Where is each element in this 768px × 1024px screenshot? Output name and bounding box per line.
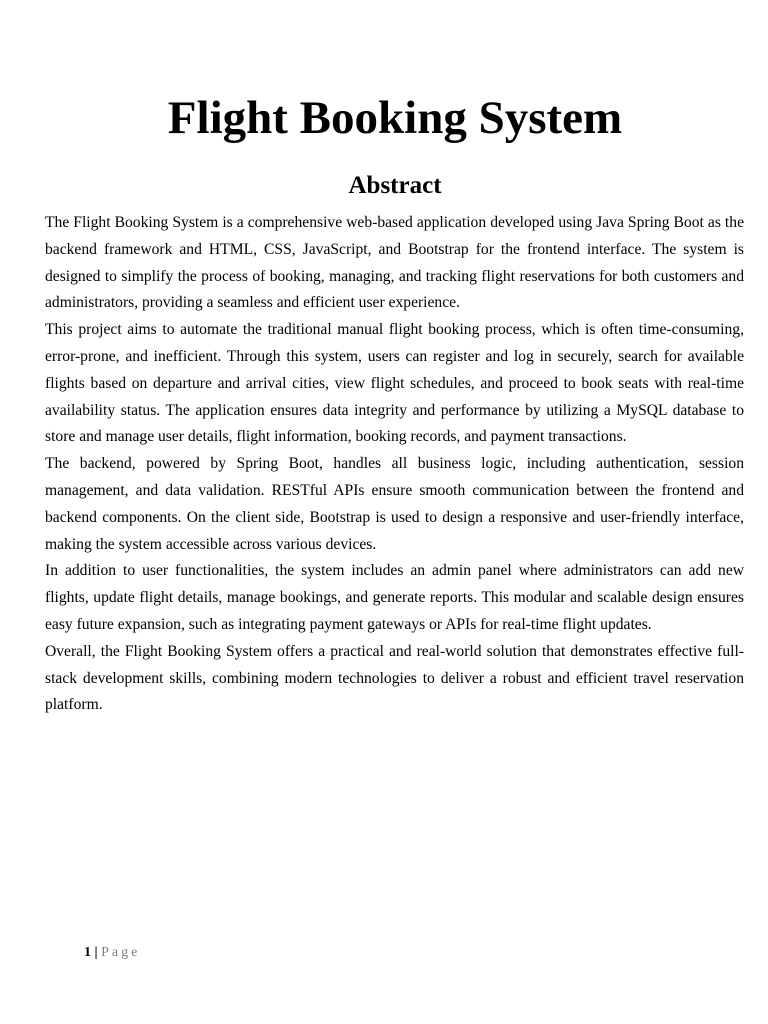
abstract-paragraph: In addition to user functionalities, the system includes an admin panel where administrators can add new flights, update flight details, manage bookings, and generate reports. This modular and scalable design ensures easy future expansion, such as integrating payment gateways or APIs for real-time flight updates. xyxy=(45,562,744,633)
page-label: Page xyxy=(101,945,141,960)
abstract-heading: Abstract xyxy=(348,172,442,199)
document-title: Flight Booking System xyxy=(167,92,623,144)
abstract-paragraph: Overall, the Flight Booking System offers a practical and real-world solution that demonstrates effective full-stack development skills, combining modern technologies to deliver a robust and efficient travel reservation platform. xyxy=(45,642,744,714)
page-footer xyxy=(84,943,140,963)
abstract-paragraph: The Flight Booking System is a comprehensive web-based application developed using Java Spring Boot as the backend framework and HTML, CSS, JavaScript, and Bootstrap for the frontend interface. The system is designed to simplify the process of booking, managing, and tracking flight reservations for both customers and administrators, providing a seamless and efficient user experience. xyxy=(45,214,744,312)
abstract-paragraph: The backend, powered by Spring Boot, handles all business logic, including authentication, session management, and data validation. RESTful APIs ensure smooth communication between the frontend and backend components. On the client side, Bootstrap is used to design a responsive and user-friendly interface, making the system accessible across various devices. xyxy=(45,455,744,553)
page-number: 1 xyxy=(84,945,91,960)
abstract-body xyxy=(45,210,744,719)
page-separator: | xyxy=(94,945,98,960)
abstract-paragraph: This project aims to automate the traditional manual flight booking process, which is often time-consuming, error-prone, and inefficient. Through this system, users can register and log in securely, search for available flights based on departure and arrival cities, view flight schedules, and proceed to book seats with real-time availability status. The application ensures data integrity and performance by utilizing a MySQL database to store and manage user details, flight information, booking records, and payment transactions. xyxy=(45,321,744,446)
